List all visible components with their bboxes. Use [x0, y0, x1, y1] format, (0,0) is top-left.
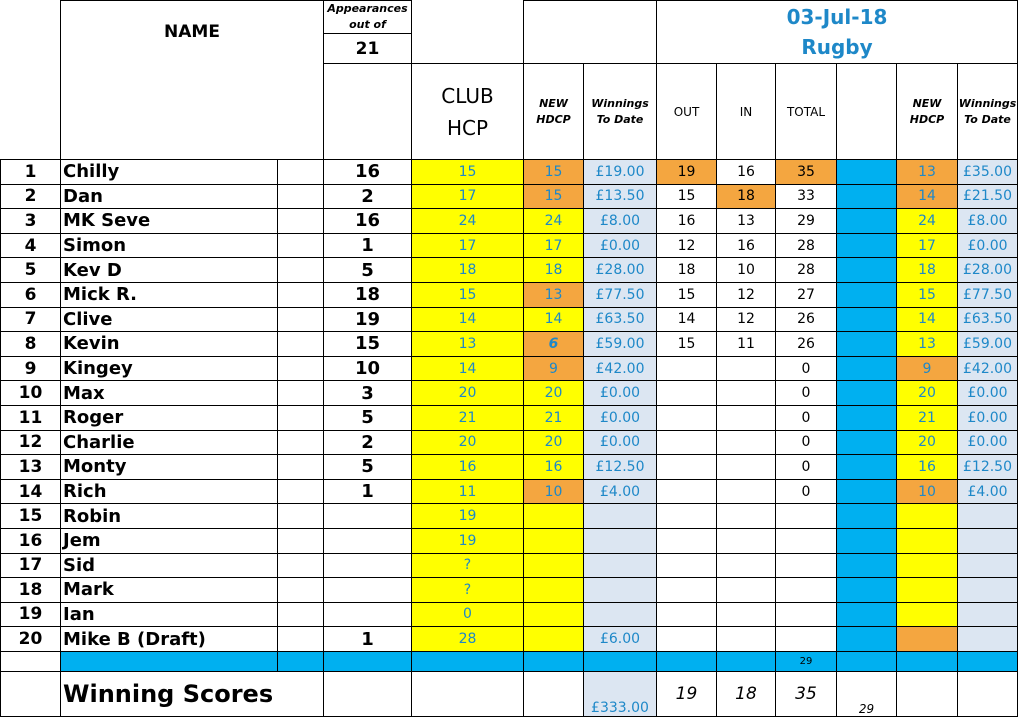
winnings-to-date: £0.00: [584, 233, 657, 258]
winnings-header: Winnings To Date: [584, 64, 657, 160]
footer-extra: 29: [837, 671, 897, 716]
total-score: 33: [776, 184, 837, 209]
appearances: 16: [324, 160, 412, 185]
total-score: 0: [776, 405, 837, 430]
winnings-updated: £63.50: [958, 307, 1018, 332]
new-hdcp-updated: [897, 602, 958, 627]
footer-total: 35: [776, 671, 837, 716]
row-number: 9: [1, 356, 61, 381]
row-number: 5: [1, 258, 61, 283]
winnings-updated: £8.00: [958, 209, 1018, 234]
winnings-updated: £0.00: [958, 430, 1018, 455]
new-hdcp-updated: 13: [897, 160, 958, 185]
winnings-updated: [958, 504, 1018, 529]
in-score: [717, 528, 776, 553]
row-number: 14: [1, 479, 61, 504]
player-name: Max: [61, 381, 278, 406]
club-hcp: 20: [412, 381, 524, 406]
row-number: 10: [1, 381, 61, 406]
total-score: 28: [776, 258, 837, 283]
winnings-updated: [958, 578, 1018, 603]
out-score: 15: [657, 332, 717, 357]
total-score: 0: [776, 430, 837, 455]
player-name: Mark: [61, 578, 278, 603]
appearances: 5: [324, 455, 412, 480]
appearances: 5: [324, 405, 412, 430]
new-hdcp: [524, 602, 584, 627]
in-score: [717, 627, 776, 652]
new-hdcp: 20: [524, 381, 584, 406]
table-row: [1, 160, 1018, 185]
table-row: [1, 258, 1018, 283]
total-header: TOTAL: [776, 64, 837, 160]
club-hcp: 14: [412, 307, 524, 332]
total-score: 28: [776, 233, 837, 258]
in-score: 16: [717, 233, 776, 258]
club-hcp: 14: [412, 356, 524, 381]
winnings-updated: [958, 553, 1018, 578]
winnings-updated: £35.00: [958, 160, 1018, 185]
in-score: [717, 602, 776, 627]
winnings-to-date: £4.00: [584, 479, 657, 504]
appearances: [324, 528, 412, 553]
name-header: NAME: [61, 1, 324, 64]
new-hdcp-updated: 9: [897, 356, 958, 381]
out-score: [657, 405, 717, 430]
table-row: [1, 430, 1018, 455]
table-row: [1, 602, 1018, 627]
club-hcp-header: CLUB HCP: [412, 64, 524, 160]
winnings-updated: £0.00: [958, 233, 1018, 258]
winnings-updated: [958, 602, 1018, 627]
player-name: Kingey: [61, 356, 278, 381]
player-name: Sid: [61, 553, 278, 578]
new-hdcp-updated: [897, 627, 958, 652]
club-hcp: 28: [412, 627, 524, 652]
player-name: Clive: [61, 307, 278, 332]
total-score: 29: [776, 209, 837, 234]
table-row: [1, 307, 1018, 332]
row-number: 2: [1, 184, 61, 209]
total-score: 26: [776, 332, 837, 357]
appearances-header: Appearances out of: [324, 1, 412, 34]
new-hdcp-updated: [897, 504, 958, 529]
winnings-to-date: £0.00: [584, 405, 657, 430]
out-score: [657, 430, 717, 455]
table-row: [1, 578, 1018, 603]
player-name: Mike B (Draft): [61, 627, 278, 652]
row-number: 6: [1, 282, 61, 307]
winnings-to-date: [584, 602, 657, 627]
club-hcp: 24: [412, 209, 524, 234]
row-number: 18: [1, 578, 61, 603]
player-name: Jem: [61, 528, 278, 553]
in-score: 10: [717, 258, 776, 283]
player-name: MK Seve: [61, 209, 278, 234]
out-score: [657, 553, 717, 578]
in-score: [717, 479, 776, 504]
table-row: [1, 479, 1018, 504]
winnings-updated: £4.00: [958, 479, 1018, 504]
new-hdcp-updated: 17: [897, 233, 958, 258]
appearances: [324, 553, 412, 578]
out-score: [657, 504, 717, 529]
new-hdcp: 6: [524, 332, 584, 357]
winnings-updated: £77.50: [958, 282, 1018, 307]
new-hdcp-header: NEW HDCP: [524, 64, 584, 160]
out-score: 19: [657, 160, 717, 185]
winnings-updated: £28.00: [958, 258, 1018, 283]
winnings-to-date: £6.00: [584, 627, 657, 652]
winnings-to-date: £77.50: [584, 282, 657, 307]
event-header: [657, 1, 1018, 64]
table-row: [1, 553, 1018, 578]
appearances: 10: [324, 356, 412, 381]
club-hcp: 15: [412, 160, 524, 185]
club-hcp: 13: [412, 332, 524, 357]
player-name: Mick R.: [61, 282, 278, 307]
winnings-to-date: £19.00: [584, 160, 657, 185]
player-name: Ian: [61, 602, 278, 627]
row-number: 13: [1, 455, 61, 480]
table-row: [1, 405, 1018, 430]
winnings-to-date: £13.50: [584, 184, 657, 209]
player-name: Charlie: [61, 430, 278, 455]
appearances: 1: [324, 479, 412, 504]
row-number: 11: [1, 405, 61, 430]
appearances: 1: [324, 233, 412, 258]
in-score: [717, 553, 776, 578]
appearances: 1: [324, 627, 412, 652]
new-hdcp-updated: 16: [897, 455, 958, 480]
winnings-updated: £21.50: [958, 184, 1018, 209]
winnings-updated: £42.00: [958, 356, 1018, 381]
row-number: 19: [1, 602, 61, 627]
appearances: 5: [324, 258, 412, 283]
total-score: [776, 578, 837, 603]
corner-cell: [1, 1, 61, 160]
club-hcp: 19: [412, 528, 524, 553]
total-score: [776, 602, 837, 627]
club-hcp: 19: [412, 504, 524, 529]
row-number: 7: [1, 307, 61, 332]
winnings-updated: [958, 627, 1018, 652]
winnings-total: £333.00: [584, 671, 657, 716]
winnings-to-date: £0.00: [584, 430, 657, 455]
new-hdcp2-header: NEW HDCP: [897, 64, 958, 160]
in-score: [717, 504, 776, 529]
in-score: 12: [717, 282, 776, 307]
table-row: [1, 504, 1018, 529]
winnings-to-date: £0.00: [584, 381, 657, 406]
in-score: 16: [717, 160, 776, 185]
row-number: 1: [1, 160, 61, 185]
winnings-updated: £0.00: [958, 381, 1018, 406]
table-row: [1, 356, 1018, 381]
new-hdcp: [524, 578, 584, 603]
out-header: OUT: [657, 64, 717, 160]
player-name: Roger: [61, 405, 278, 430]
new-hdcp-updated: 21: [897, 405, 958, 430]
table-row: [1, 455, 1018, 480]
in-score: [717, 455, 776, 480]
in-score: [717, 356, 776, 381]
club-hcp: 17: [412, 233, 524, 258]
row-number: 3: [1, 209, 61, 234]
out-score: 14: [657, 307, 717, 332]
total-score: 0: [776, 381, 837, 406]
new-hdcp: 15: [524, 184, 584, 209]
new-hdcp-updated: 10: [897, 479, 958, 504]
club-hcp: 20: [412, 430, 524, 455]
winnings-to-date: [584, 578, 657, 603]
new-hdcp: 24: [524, 209, 584, 234]
in-header: IN: [717, 64, 776, 160]
total-score: 0: [776, 479, 837, 504]
new-hdcp: 9: [524, 356, 584, 381]
row-number: 4: [1, 233, 61, 258]
out-score: 15: [657, 184, 717, 209]
total-score: [776, 553, 837, 578]
footer-in: 18: [717, 671, 776, 716]
winnings-to-date: £12.50: [584, 455, 657, 480]
appearances: [324, 602, 412, 627]
table-row: [1, 381, 1018, 406]
winnings2-header: Winnings To Date: [958, 64, 1018, 160]
out-score: 18: [657, 258, 717, 283]
appearances: 19: [324, 307, 412, 332]
new-hdcp: [524, 553, 584, 578]
appearances: 3: [324, 381, 412, 406]
player-name: Monty: [61, 455, 278, 480]
player-rows: [1, 160, 1018, 652]
club-hcp: 11: [412, 479, 524, 504]
new-hdcp: 20: [524, 430, 584, 455]
row-number: 8: [1, 332, 61, 357]
event-date: 03-Jul-18: [786, 5, 888, 29]
new-hdcp-updated: 15: [897, 282, 958, 307]
player-name: Rich: [61, 479, 278, 504]
out-score: [657, 455, 717, 480]
winnings-to-date: [584, 553, 657, 578]
winnings-to-date: [584, 528, 657, 553]
table-row: [1, 627, 1018, 652]
in-score: [717, 430, 776, 455]
player-name: Dan: [61, 184, 278, 209]
out-score: [657, 528, 717, 553]
winnings-to-date: [584, 504, 657, 529]
new-hdcp-updated: 14: [897, 307, 958, 332]
winnings-to-date: £59.00: [584, 332, 657, 357]
separator-total: 29: [776, 651, 837, 671]
total-score: 35: [776, 160, 837, 185]
club-hcp: ?: [412, 578, 524, 603]
appearances: 15: [324, 332, 412, 357]
footer-out: 19: [657, 671, 717, 716]
in-score: 18: [717, 184, 776, 209]
out-score: 16: [657, 209, 717, 234]
new-hdcp: 14: [524, 307, 584, 332]
winnings-to-date: £28.00: [584, 258, 657, 283]
new-hdcp-updated: 14: [897, 184, 958, 209]
total-score: [776, 528, 837, 553]
player-name: Kevin: [61, 332, 278, 357]
winnings-to-date: £8.00: [584, 209, 657, 234]
club-hcp: ?: [412, 553, 524, 578]
row-number: 17: [1, 553, 61, 578]
new-hdcp: 15: [524, 160, 584, 185]
winnings-to-date: £63.50: [584, 307, 657, 332]
in-score: [717, 381, 776, 406]
club-hcp: 16: [412, 455, 524, 480]
new-hdcp-updated: 13: [897, 332, 958, 357]
player-name: Robin: [61, 504, 278, 529]
new-hdcp: [524, 528, 584, 553]
winnings-updated: £12.50: [958, 455, 1018, 480]
in-score: [717, 578, 776, 603]
new-hdcp-updated: 20: [897, 430, 958, 455]
new-hdcp: [524, 504, 584, 529]
new-hdcp: 13: [524, 282, 584, 307]
appearances: 2: [324, 430, 412, 455]
player-name: Simon: [61, 233, 278, 258]
winning-scores-label: Winning Scores: [61, 671, 324, 716]
in-score: 11: [717, 332, 776, 357]
new-hdcp: 16: [524, 455, 584, 480]
total-score: 0: [776, 356, 837, 381]
table-row: [1, 184, 1018, 209]
club-hcp: 15: [412, 282, 524, 307]
appearances: 16: [324, 209, 412, 234]
out-score: [657, 479, 717, 504]
out-score: [657, 381, 717, 406]
appearances: [324, 578, 412, 603]
new-hdcp-updated: 18: [897, 258, 958, 283]
new-hdcp-updated: [897, 553, 958, 578]
total-score: 27: [776, 282, 837, 307]
new-hdcp: 21: [524, 405, 584, 430]
event-venue: Rugby: [801, 35, 873, 59]
club-hcp: 0: [412, 602, 524, 627]
row-number: 12: [1, 430, 61, 455]
in-score: 12: [717, 307, 776, 332]
appearances: 2: [324, 184, 412, 209]
total-score: 26: [776, 307, 837, 332]
total-score: 0: [776, 455, 837, 480]
table-row: [1, 332, 1018, 357]
player-name: Kev D: [61, 258, 278, 283]
out-score: [657, 578, 717, 603]
row-number: 16: [1, 528, 61, 553]
appearances: [324, 504, 412, 529]
total-score: [776, 504, 837, 529]
table-row: [1, 209, 1018, 234]
new-hdcp-updated: 24: [897, 209, 958, 234]
winnings-to-date: £42.00: [584, 356, 657, 381]
new-hdcp: [524, 627, 584, 652]
new-hdcp-updated: 20: [897, 381, 958, 406]
new-hdcp: 18: [524, 258, 584, 283]
out-score: 12: [657, 233, 717, 258]
table-row: [1, 282, 1018, 307]
row-number: 15: [1, 504, 61, 529]
in-score: [717, 405, 776, 430]
new-hdcp: 17: [524, 233, 584, 258]
appearances: 18: [324, 282, 412, 307]
out-score: [657, 356, 717, 381]
winnings-updated: [958, 528, 1018, 553]
appearances-total: 21: [324, 34, 412, 64]
winnings-updated: £0.00: [958, 405, 1018, 430]
table-row: [1, 233, 1018, 258]
out-score: [657, 602, 717, 627]
out-score: [657, 627, 717, 652]
winnings-updated: £59.00: [958, 332, 1018, 357]
table-row: [1, 528, 1018, 553]
total-score: [776, 627, 837, 652]
club-hcp: 17: [412, 184, 524, 209]
new-hdcp-updated: [897, 528, 958, 553]
new-hdcp-updated: [897, 578, 958, 603]
club-hcp: 21: [412, 405, 524, 430]
player-name: Chilly: [61, 160, 278, 185]
club-hcp: 18: [412, 258, 524, 283]
new-hdcp: 10: [524, 479, 584, 504]
row-number: 20: [1, 627, 61, 652]
in-score: 13: [717, 209, 776, 234]
out-score: 15: [657, 282, 717, 307]
